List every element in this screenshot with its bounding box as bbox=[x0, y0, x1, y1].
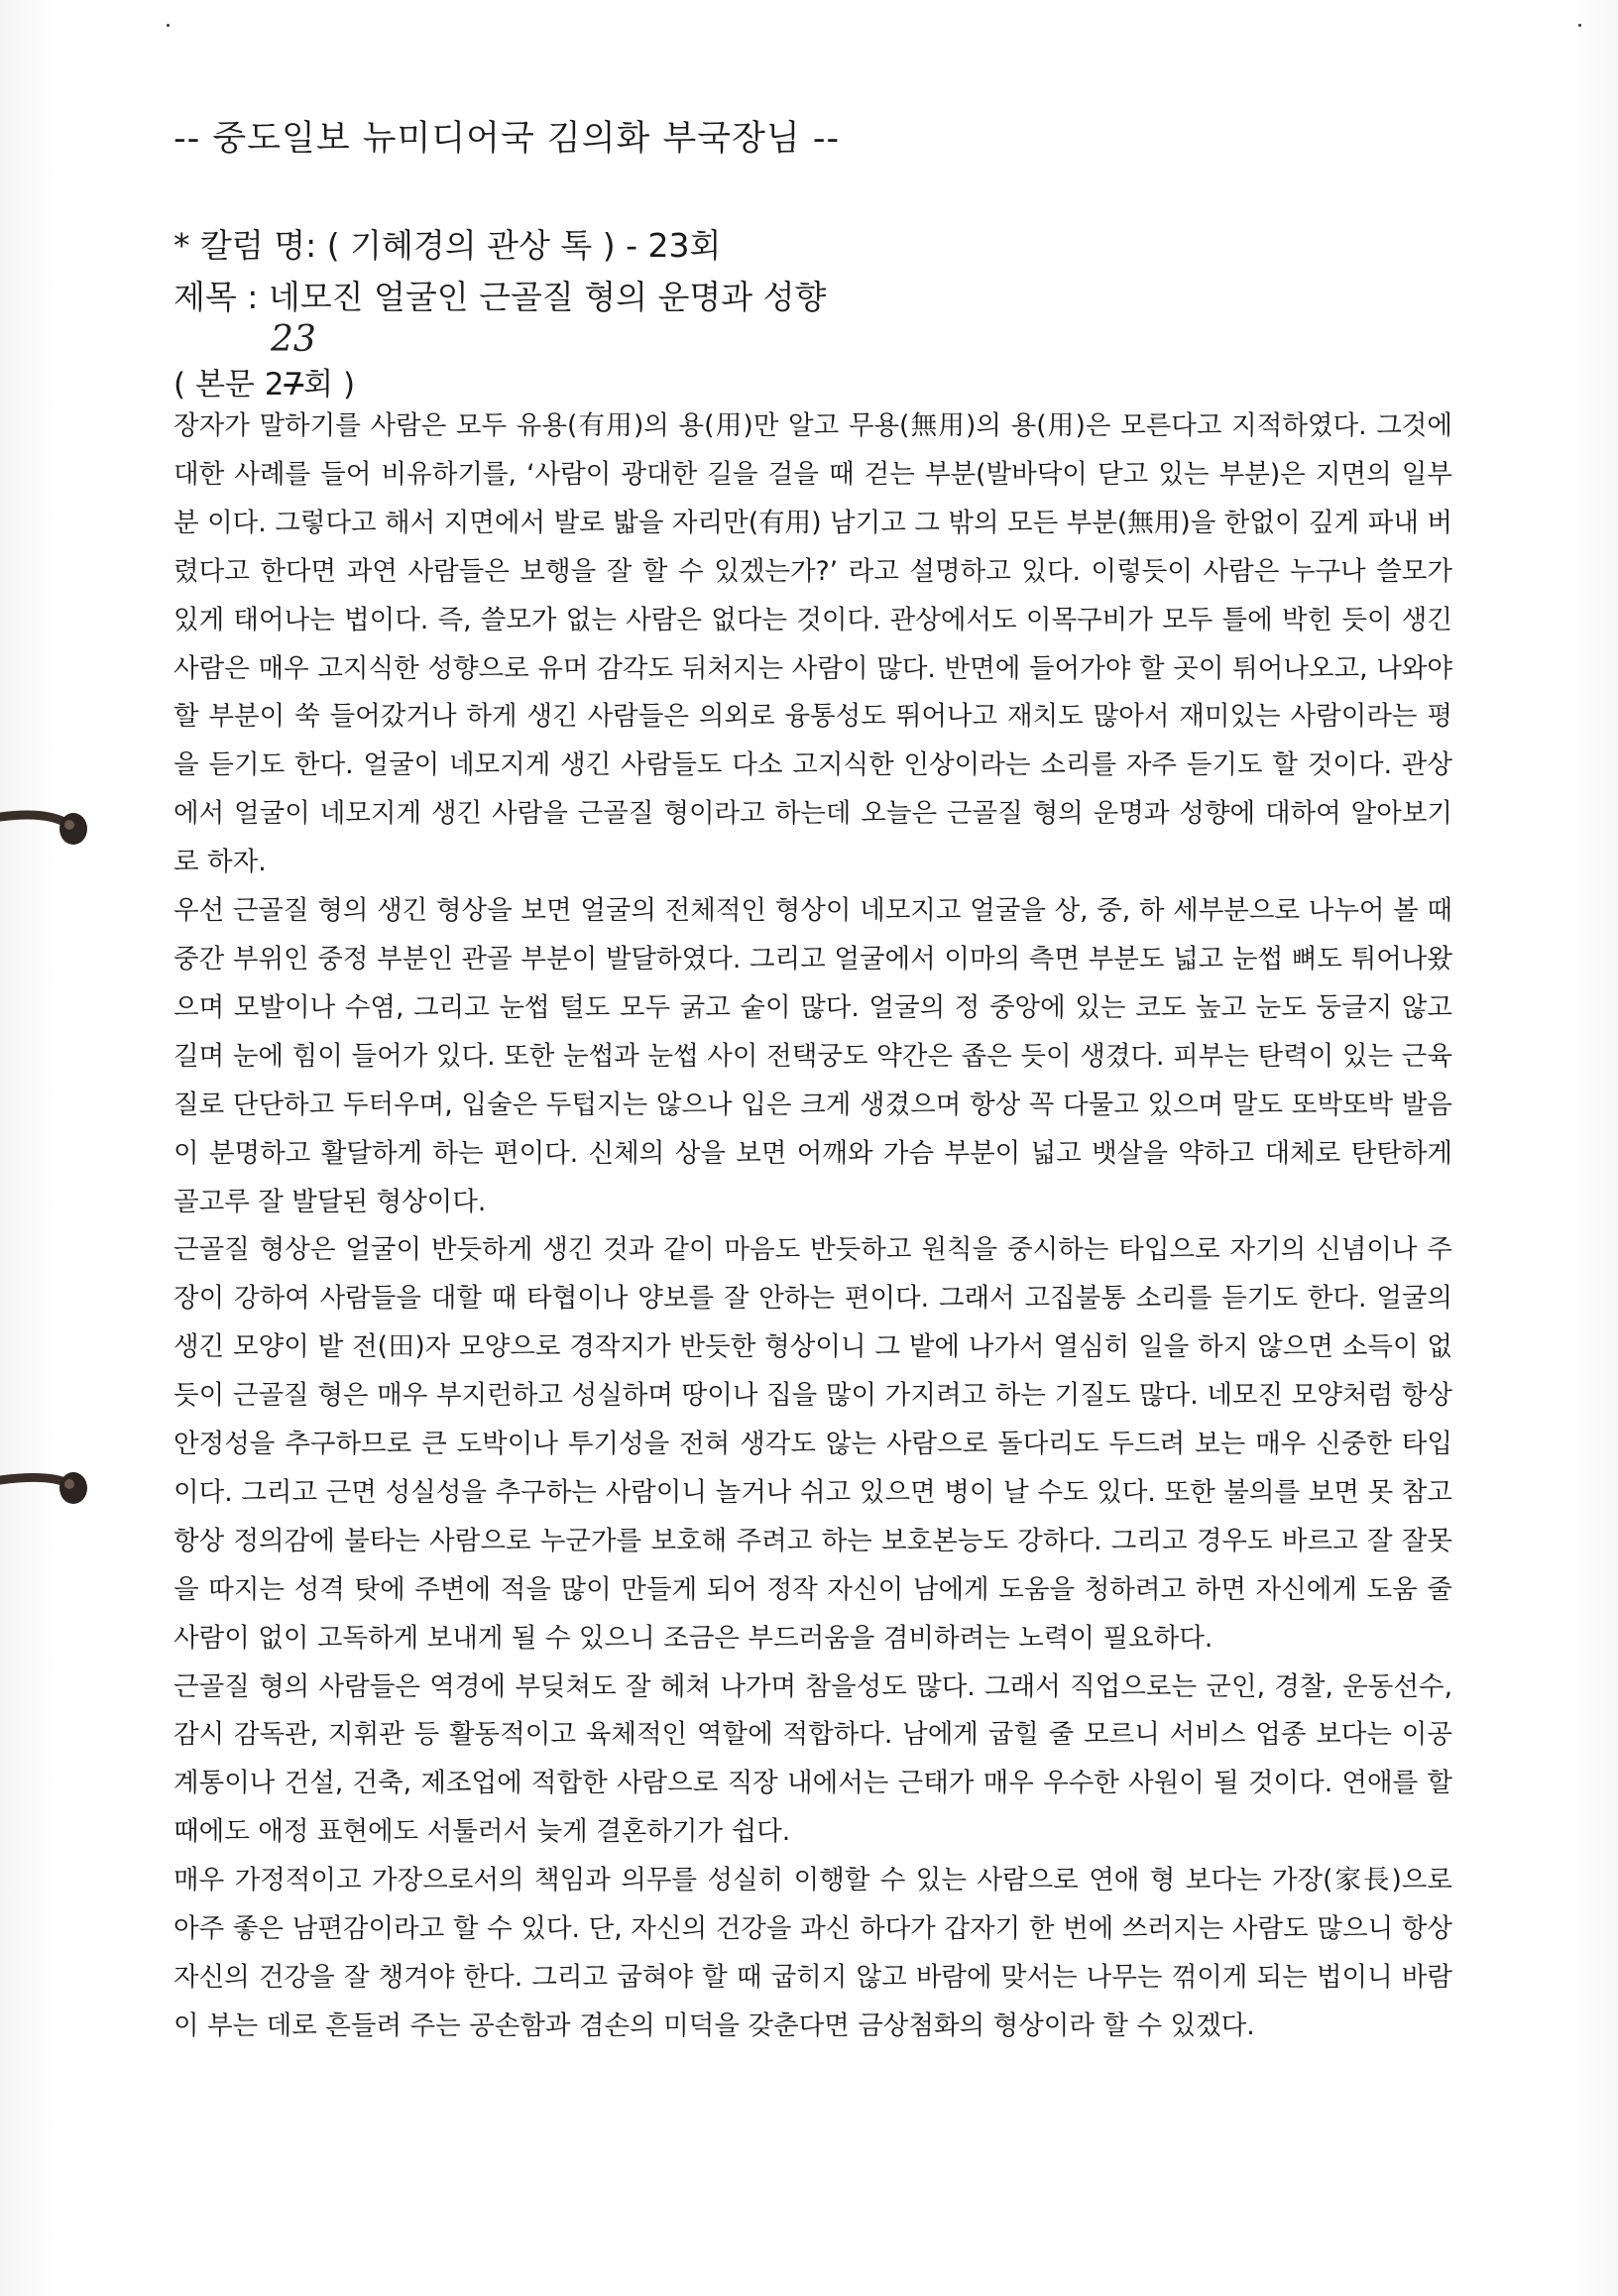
body-paragraph: 장자가 말하기를 사람은 모두 유용(有用)의 용(用)만 알고 무용(無用)의 용(用)은 모른다고 지적하였다. 그것에 대한 사례를 들어 비유하기를, ‘사람이 광대한 길을 걸을 때 걷는 부분(발바닥이 닫고 있는 부분)은 지면의 일부분 이다. 그렇다고 해서 지면에서 발로 밟을 자리만(有用) 남기고 그 밖의 모든 부분(無用)을 한없이 깊게 파내 버렸다고 한다면 과연 사람들은 보행을 잘 할 수 있겠는가?’ 라고 설명하고 있다. 이렇듯이 사람은 누구나 쓸모가 있게 태어나는 법이다. 즉, 쓸모가 없는 사람은 없다는 것이다. 관상에서도 이목구비가 모두 틀에 박힌 듯이 생긴 사람은 매우 고지식한 성향으로 유머 감각도 뒤처지는 사람이 많다. 반면에 들어가야 할 곳이 튀어나오고, 나와야 할 부분이 쑥 들어갔거나 하게 생긴 사람들은 의외로 융통성도 뛰어나고 재치도 많아서 재미있는 사람이라는 평을 듣기도 한다. 얼굴이 네모지게 생긴 사람들도 다소 고지식한 인상이라는 소리를 자주 듣기도 할 것이다. 관상에서 얼굴이 네모지게 생긴 사람을 근골질 형이라고 하는데 오늘은 근골질 형의 운명과 성향에 대하여 알아보기로 하자. bbox=[173, 410, 1452, 878]
byline: -- 중도일보 뉴미디어국 김의화 부국장님 -- bbox=[173, 119, 841, 159]
body-paragraph: 매우 가정적이고 가장으로서의 책임과 의무를 성실히 이행할 수 있는 사람으로 연애 형 보다는 가장(家長)으로 아주 좋은 남편감이라고 할 수 있다. 단, 자신의 건강을 과신 하다가 갑자기 한 번에 쓰러지는 사람도 많으니 항상 자신의 건강을 잘 챙겨야 한다. 그리고 굽혀야 할 때 굽히지 않고 바람에 맞서는 나무는 꺾이게 되는 법이니 바람이 부는 데로 흔들려 주는 공손함과 겸손의 미덕을 갖춘다면 금상첨화의 형상이라 할 수 있겠다. bbox=[173, 1865, 1452, 2041]
binder-ring-bottom bbox=[0, 1462, 91, 1508]
body-paragraph: 우선 근골질 형의 생긴 형상을 보면 얼굴의 전체적인 형상이 네모지고 얼굴을 상, 중, 하 세부분으로 나누어 볼 때 중간 부위인 중정 부분인 관골 부분이 발달하였다. 그리고 얼굴에서 이마의 측면 부분도 넓고 눈썹 뼈도 튀어나왔으며 모발이나 수염, 그리고 눈썹 털도 모두 굵고 숱이 많다. 얼굴의 정 중앙에 있는 코도 높고 눈도 둥글지 않고 길며 눈에 힘이 들어가 있다. 또한 눈썹과 눈썹 사이 전택궁도 약간은 좁은 듯이 생겼다. 피부는 탄력이 있는 근육질로 단단하고 두터우며, 입술은 두텁지는 않으나 입은 크게 생겼으며 항상 꼭 다물고 있으며 말도 또박또박 발음이 분명하고 활달하게 하는 편이다. 신체의 상을 보면 어깨와 가슴 부분이 넓고 뱃살을 약하고 대체로 탄탄하게 골고루 잘 발달된 형상이다. bbox=[173, 895, 1452, 1217]
article-title: 제목 : 네모진 얼굴인 근골질 형의 운명과 성향 bbox=[173, 278, 827, 316]
section-suffix: 회 ) bbox=[303, 367, 356, 402]
scan-speck bbox=[167, 24, 170, 27]
section-struck-digit: 7 bbox=[284, 367, 304, 402]
section-prefix: ( 본문 2 bbox=[173, 367, 285, 402]
handwritten-correction: 23 bbox=[271, 319, 316, 360]
body-paragraph: 근골질 형의 사람들은 역경에 부딪쳐도 잘 헤쳐 나가며 참을성도 많다. 그래서 직업으로는 군인, 경찰, 운동선수, 감시 감독관, 지휘관 등 활동적이고 육체적인 역할에 적합하다. 남에게 굽힐 줄 모르니 서비스 업종 보다는 이공계통이나 건설, 건축, 제조업에 적합한 사람으로 직장 내에서는 근태가 매우 우수한 사원이 될 것이다. 연애를 할 때에도 애정 표현에도 서툴러서 늦게 결혼하기가 쉽다. bbox=[173, 1670, 1452, 1848]
scan-speck bbox=[1578, 24, 1581, 27]
body-paragraph: 근골질 형상은 얼굴이 반듯하게 생긴 것과 같이 마음도 반듯하고 원칙을 중시하는 타입으로 자기의 신념이나 주장이 강하여 사람들을 대할 때 타협이나 양보를 잘 안하는 편이다. 그래서 고집불통 소리를 듣기도 한다. 얼굴의 생긴 모양이 밭 전(田)자 모양으로 경작지가 반듯한 형상이니 그 밭에 나가서 열심히 일을 하지 않으면 소득이 없듯이 근골질 형은 매우 부지런하고 성실하며 땅이나 집을 많이 가지려고 하는 기질도 많다. 네모진 모양처럼 항상 안정성을 추구하므로 큰 도박이나 투기성을 전혀 생각도 않는 사람으로 돌다리도 두드려 보는 매우 신중한 타입이다. 그리고 근면 성실성을 추구하는 사람이니 놀거나 쉬고 있으면 병이 날 수도 있다. 또한 불의를 보면 못 참고 항상 정의감에 불타는 사람으로 누군가를 보호해 주려고 하는 보호본능도 강하다. 그리고 경우도 바르고 잘 잘못을 따지는 성격 탓에 주변에 적을 많이 만들게 되어 정작 자신이 남에게 도움을 청하려고 하면 자신에게 도움 줄 사람이 없이 고독하게 보내게 될 수 있으니 조금은 부드러움을 겸비하려는 노력이 필요하다. bbox=[173, 1234, 1452, 1654]
article-body bbox=[173, 402, 1452, 2051]
section-label bbox=[173, 359, 355, 403]
column-name: * 칼럼 명: ( 기혜경의 관상 톡 ) - 23회 bbox=[173, 226, 722, 265]
binder-ring-top bbox=[0, 803, 91, 849]
